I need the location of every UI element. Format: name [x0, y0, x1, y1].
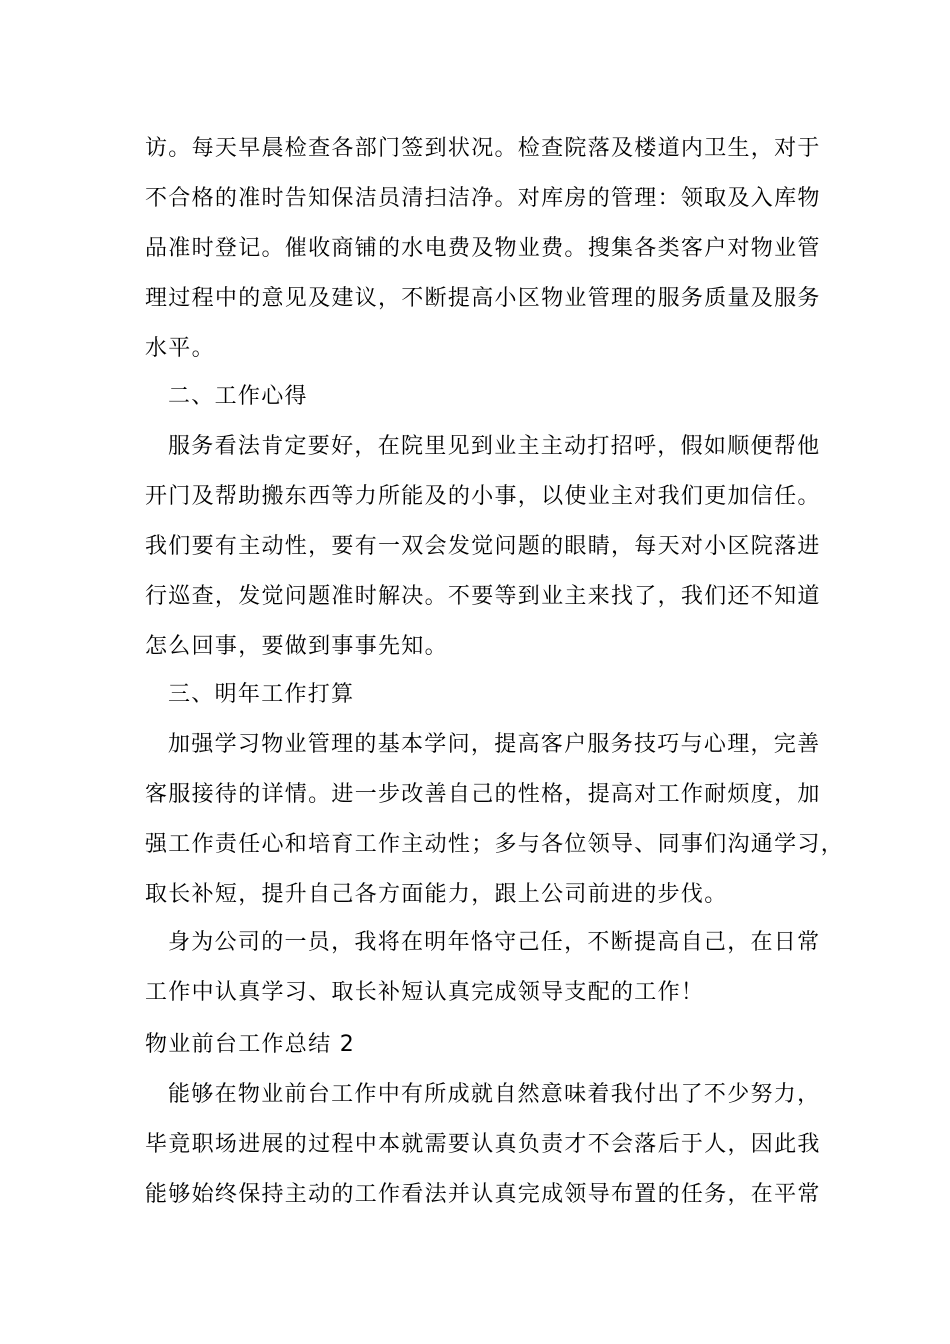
paragraph-line: 能够始终保持主动的工作看法并认真完成领导布置的任务，在平常 [145, 1182, 821, 1207]
section-heading: 二、工作心得 [168, 384, 308, 409]
paragraph-line: 我们要有主动性，要有一双会发觉问题的眼睛，每天对小区院落进 [145, 534, 821, 559]
section-title: 物业前台工作总结 2 [145, 1032, 355, 1057]
paragraph-line: 强工作责任心和培育工作主动性；多与各位领导、同事们沟通学习， [145, 832, 845, 857]
paragraph-line: 毕竟职场进展的过程中本就需要认真负责才不会落后于人，因此我 [145, 1132, 821, 1157]
paragraph-line: 访。每天早晨检查各部门签到状况。检查院落及楼道内卫生，对于 [145, 136, 821, 161]
paragraph-line: 怎么回事，要做到事事先知。 [145, 634, 448, 659]
paragraph-line: 工作中认真学习、取长补短认真完成领导支配的工作！ [145, 980, 705, 1005]
paragraph-line: 取长补短，提升自己各方面能力，跟上公司前进的步伐。 [145, 882, 728, 907]
paragraph-line: 开门及帮助搬东西等力所能及的小事，以使业主对我们更加信任。 [145, 484, 821, 509]
paragraph-line: 水平。 [145, 336, 215, 361]
section-heading: 三、明年工作打算 [168, 682, 355, 707]
paragraph-line: 加强学习物业管理的基本学问，提高客户服务技巧与心理，完善 [168, 732, 821, 757]
paragraph-line: 能够在物业前台工作中有所成就自然意味着我付出了不少努力， [168, 1082, 821, 1107]
paragraph-line: 理过程中的意见及建议，不断提高小区物业管理的服务质量及服务 [145, 286, 821, 311]
paragraph-line: 不合格的准时告知保洁员清扫洁净。对库房的管理：领取及入库物 [145, 186, 821, 211]
paragraph-line: 身为公司的一员，我将在明年恪守己任，不断提高自己，在日常 [168, 930, 821, 955]
paragraph-line: 品准时登记。催收商铺的水电费及物业费。搜集各类客户对物业管 [145, 236, 821, 261]
paragraph-line: 服务看法肯定要好，在院里见到业主主动打招呼，假如顺便帮他 [168, 434, 821, 459]
paragraph-line: 行巡查，发觉问题准时解决。不要等到业主来找了，我们还不知道 [145, 584, 821, 609]
paragraph-line: 客服接待的详情。进一步改善自己的性格，提高对工作耐烦度，加 [145, 782, 821, 807]
